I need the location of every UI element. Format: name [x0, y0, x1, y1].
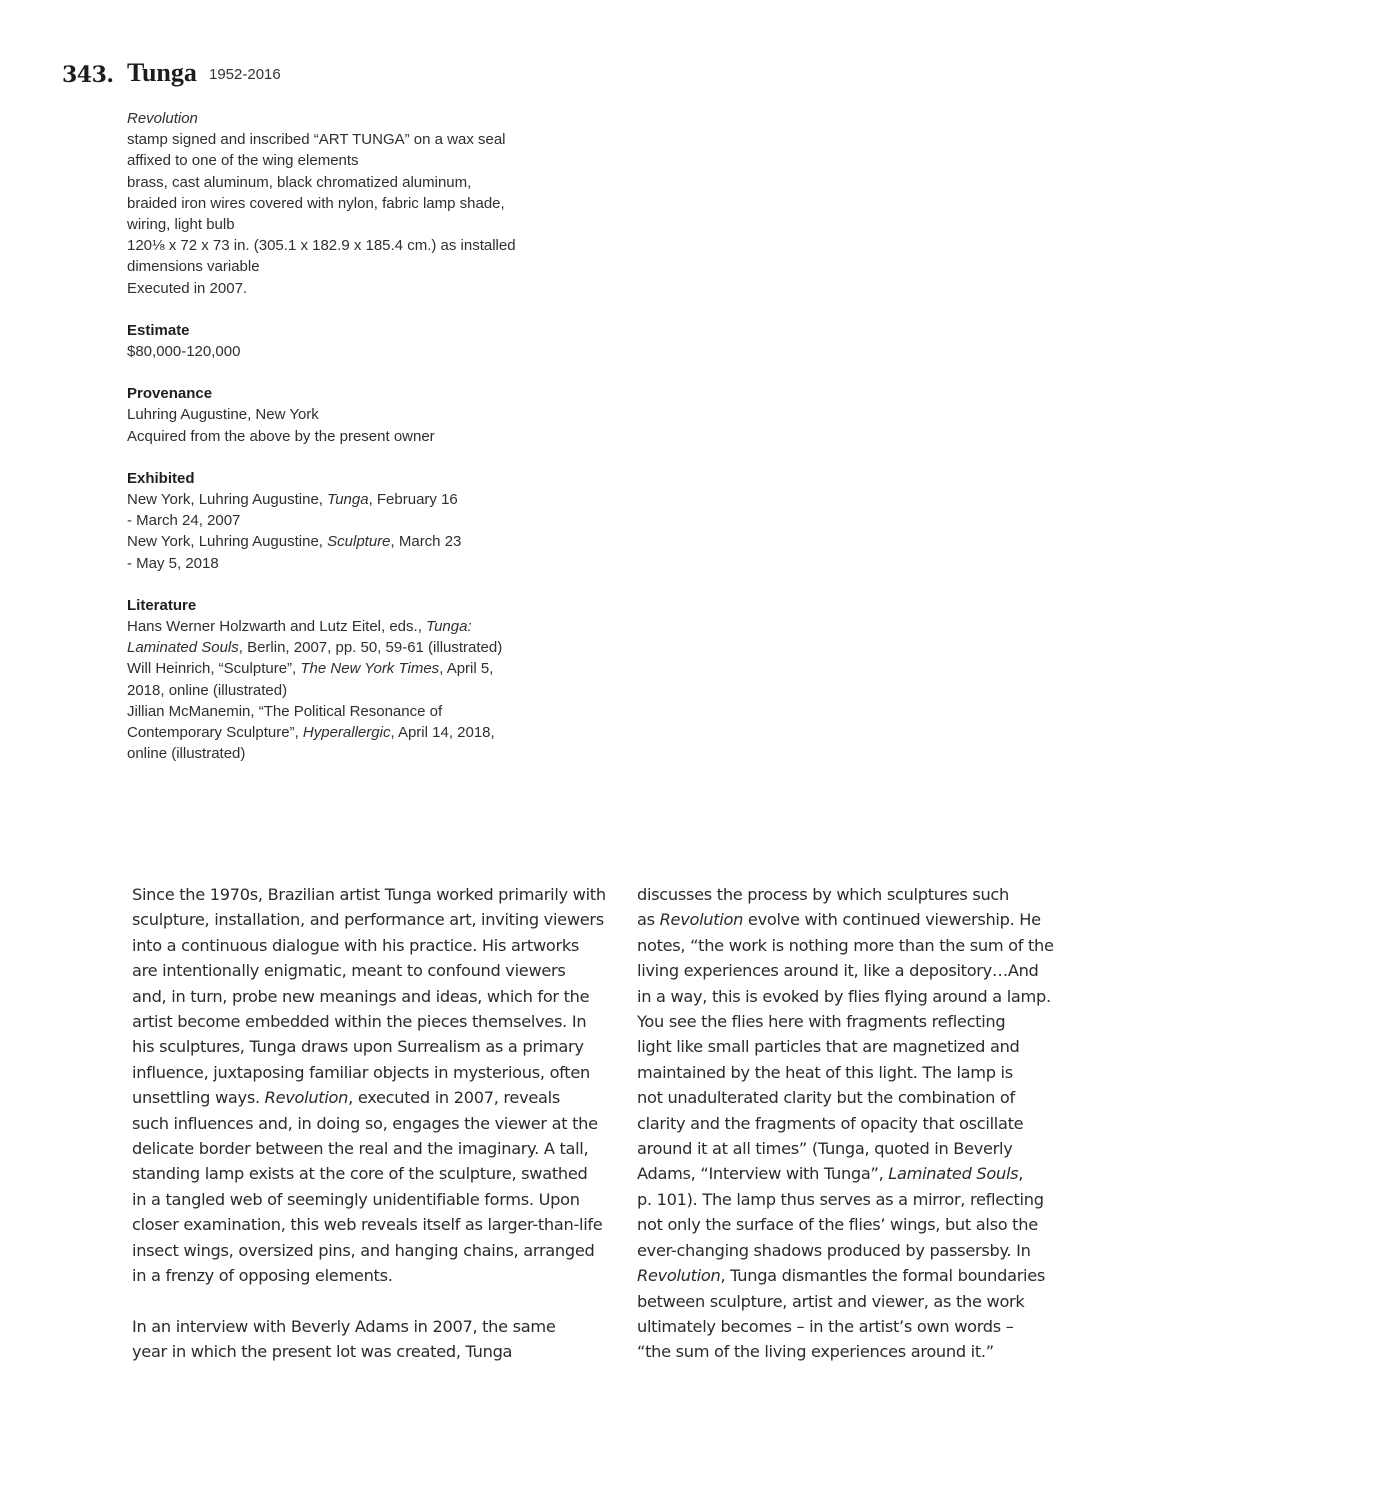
estimate-heading: Estimate — [127, 321, 190, 339]
detail-line: Executed in 2007. — [127, 279, 248, 297]
estimate-value: $80,000-120,000 — [127, 343, 241, 361]
exhibition-line: New York, Luhring Augustine, Tunga, February 16 — [127, 491, 458, 509]
essay-column-left — [132, 882, 606, 1365]
exhibition-line: - March 24, 2007 — [127, 512, 241, 530]
literature-line: Will Heinrich, “Sculpture”, The New York Times, April 5, — [127, 660, 494, 678]
literature-heading: Literature — [127, 596, 197, 614]
exhibited-section — [127, 468, 547, 574]
detail-line: stamp signed and inscribed “ART TUNGA” on a wax seal — [127, 131, 506, 149]
exhibition-line: New York, Luhring Augustine, Sculpture, March 23 — [127, 533, 462, 551]
catalog-details — [127, 108, 547, 785]
essay-paragraph: In an interview with Beverly Adams in 2007, the same year in which the present lot was created, Tunga — [132, 1316, 556, 1362]
literature-section — [127, 595, 547, 765]
artwork-info — [127, 108, 547, 299]
literature-line: Hans Werner Holzwarth and Lutz Eitel, eds., Tunga: — [127, 618, 472, 636]
provenance-section — [127, 383, 547, 447]
lot-number: 343. — [62, 62, 114, 88]
exhibition-line: - May 5, 2018 — [127, 554, 219, 572]
literature-line: Laminated Souls, Berlin, 2007, pp. 50, 59-61 (illustrated) — [127, 639, 503, 657]
detail-line: brass, cast aluminum, black chromatized aluminum, — [127, 173, 472, 191]
detail-line: 120⅛ x 72 x 73 in. (305.1 x 182.9 x 185.4 cm.) as installed — [127, 237, 516, 255]
detail-line: dimensions variable — [127, 258, 260, 276]
artist-name: Tunga — [127, 58, 197, 87]
detail-line: affixed to one of the wing elements — [127, 152, 359, 170]
detail-line: wiring, light bulb — [127, 216, 235, 234]
exhibited-heading: Exhibited — [127, 469, 195, 487]
artist-dates: 1952-2016 — [209, 66, 281, 83]
provenance-line: Luhring Augustine, New York — [127, 406, 319, 424]
artwork-title: Revolution — [127, 110, 198, 127]
essay-paragraph: Since the 1970s, Brazilian artist Tunga worked primarily with sculpture, installation, and performance art, inviting viewers into a continuous dialogue with his practice. His artworks are intentionally enigmatic, meant to confound viewers and, in turn, probe new meanings and ideas, which for the artist become embedded within the pieces themselves. In his sculptures, Tunga draws upon Surrealism as a primary influence, juxtaposing familiar objects in mysterious, often unsettling ways. Revolution, executed in 2007, reveals such influences and, in doing so, engages the viewer at the delicate border between the real and the imaginary. A tall, standing lamp exists at the core of the sculpture, swathed in a tangled web of seemingly unidentifiable forms. Upon closer examination, this web reveals itself as larger-than-life insect wings, oversized pins, and hanging chains, arranged in a frenzy of opposing elements. — [132, 885, 606, 1286]
literature-line: Jillian McManemin, “The Political Resonance of — [127, 702, 443, 720]
literature-line: online (illustrated) — [127, 745, 246, 763]
literature-line: Contemporary Sculpture”, Hyperallergic, April 14, 2018, — [127, 724, 495, 742]
essay-column-right — [637, 882, 1107, 1365]
literature-line: 2018, online (illustrated) — [127, 681, 288, 699]
estimate-section — [127, 320, 547, 362]
detail-line: braided iron wires covered with nylon, fabric lamp shade, — [127, 194, 505, 212]
provenance-heading: Provenance — [127, 385, 213, 403]
essay-paragraph: discusses the process by which sculptures such as Revolution evolve with continued viewership. He notes, “the work is nothing more than the sum of the living experiences around it, like a depository…And in a way, this is evoked by flies flying around a lamp. You see the flies here with fragments reflecting light like small particles that are magnetized and maintained by the heat of this light. The lamp is not unadulterated clarity but the combination of clarity and the fragments of opacity that oscillate around it at all times” (Tunga, quoted in Beverly Adams, “Interview with Tunga”, Laminated Souls, p. 101). The lamp thus serves as a mirror, reflecting not only the surface of the flies’ wings, but also the ever-changing shadows produced by passersby. In Revolution, Tunga dismantles the formal boundaries between sculpture, artist and viewer, as the work ultimately becomes – in the artist’s own words – “the sum of the living experiences around it.” — [637, 885, 1054, 1362]
provenance-line: Acquired from the above by the present owner — [127, 427, 435, 445]
